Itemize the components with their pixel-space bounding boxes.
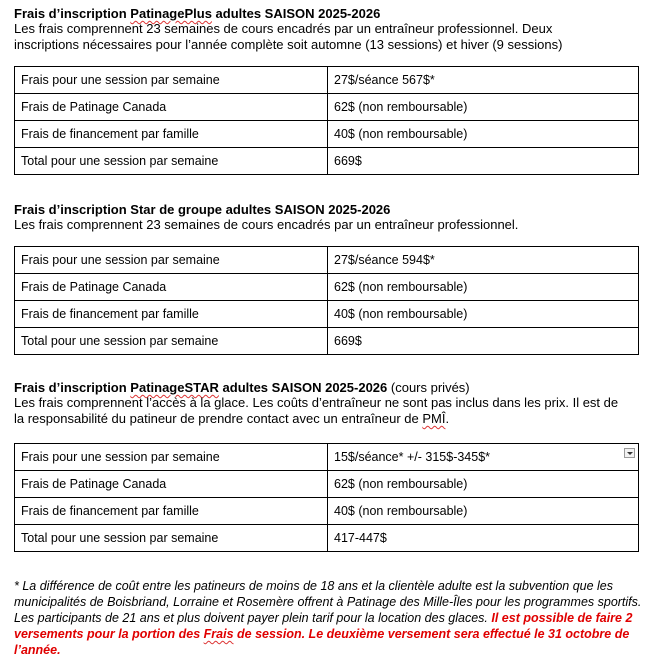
table-row [15,444,639,471]
table-row [15,67,639,94]
heading-brand: PatinagePlus [130,6,212,21]
row-label: Frais de Patinage Canada [15,274,328,301]
row-label: Total pour une session par semaine [15,525,328,552]
row-value: 15$/séance* +/- 315$-345$* [334,450,491,464]
row-label: Frais pour une session par semaine [15,247,328,274]
row-value-cell [328,444,639,471]
fees-table-patinageplus [14,66,639,175]
row-value: 669$ [328,148,639,175]
table-row [15,247,639,274]
row-value: 27$/séance 594$* [328,247,639,274]
desc-line: Les frais comprennent 23 semaines de cours encadrés par un entraîneur professionnel. Deux [14,21,553,36]
table-row [15,121,639,148]
row-value: 417-447$ [328,525,639,552]
row-label: Frais de Patinage Canada [15,471,328,498]
table-row [15,498,639,525]
desc-suffix: . [445,411,450,426]
table-row [15,471,639,498]
table-row [15,328,639,355]
row-value: 27$/séance 567$* [328,67,639,94]
table-row [15,274,639,301]
row-label: Total pour une session par semaine [15,328,328,355]
chevron-down-icon[interactable] [624,448,635,458]
footnote-text: * La différence de coût entre les patineurs de moins de 18 ans et la clientèle adulte est la subvention que les municipalités de Boisbriand, Lorraine et Rosemère offrent à Patinage des Mille-Îles pour les programmes sportifs. Les participants de 21 ans et plus doivent payer plein tarif pour la location des glaces. [14,579,642,625]
row-label: Frais pour une session par semaine [15,444,328,471]
heading-brand: PatinageSTAR [130,380,219,395]
section-heading [14,6,644,21]
footnote-emphasis-word: Frais [203,627,234,641]
section-heading [14,380,644,395]
heading-prefix: Frais d’inscription [14,380,131,395]
heading-suffix: adultes SAISON 2025-2026 [211,6,381,21]
row-label: Frais de financement par famille [15,498,328,525]
table-row [15,301,639,328]
row-value: 62$ (non remboursable) [328,274,639,301]
row-value: 40$ (non remboursable) [328,301,639,328]
heading-note: (cours privés) [390,380,470,395]
section-description [14,217,644,233]
footnote-emphasis: de session. Le deuxième versement sera effectué le 31 octobre de l’année. [14,627,630,657]
table-row [15,525,639,552]
desc-line: Les frais comprennent l’accès à la glace. Les coûts d’entraîneur ne sont pas inclus dans les prix. Il est de [14,395,619,410]
section-description [14,395,644,427]
desc-line: la responsabilité du patineur de prendre contact avec un entraîneur de [14,411,423,426]
row-value: 669$ [328,328,639,355]
row-label: Frais pour une session par semaine [15,67,328,94]
row-value: 40$ (non remboursable) [328,121,639,148]
table-row [15,148,639,175]
section-patinageplus [14,6,644,53]
table-row [15,94,639,121]
section-description [14,21,644,53]
desc-line: inscriptions nécessaires pour l’année complète soit automne (13 sessions) et hiver (9 sessions) [14,37,563,52]
row-label: Frais de financement par famille [15,121,328,148]
row-label: Frais de Patinage Canada [15,94,328,121]
section-star-groupe [14,202,644,233]
fees-table-patinagestar [14,443,639,552]
fees-table-star-groupe [14,246,639,355]
heading-suffix: adultes SAISON 2025-2026 [218,380,391,395]
footnote-emphasis: Il est possible de faire 2 versements pour la portion des [14,611,633,641]
desc-word: PMÎ [422,411,446,426]
row-value: 62$ (non remboursable) [328,94,639,121]
section-patinagestar [14,380,644,427]
section-heading: Frais d’inscription Star de groupe adultes SAISON 2025-2026 [14,202,391,217]
row-value: 62$ (non remboursable) [328,471,639,498]
row-value: 40$ (non remboursable) [328,498,639,525]
desc-line: Les frais comprennent 23 semaines de cours encadrés par un entraîneur professionnel. [14,217,519,232]
row-label: Total pour une session par semaine [15,148,328,175]
row-label: Frais de financement par famille [15,301,328,328]
footnote [14,578,644,658]
heading-prefix: Frais d’inscription [14,6,131,21]
